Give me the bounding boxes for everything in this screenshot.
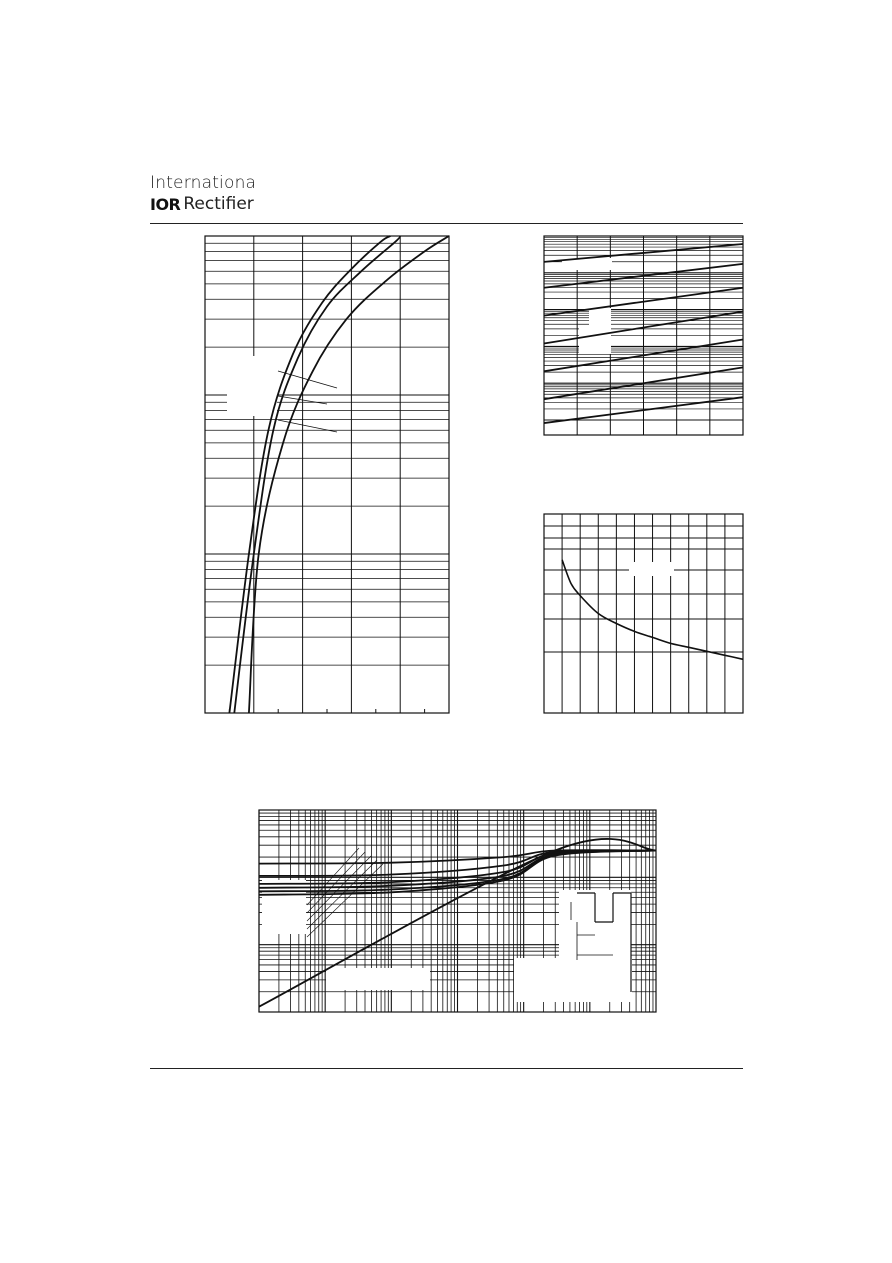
header-rule xyxy=(150,223,743,224)
chart-family-lines xyxy=(544,236,743,435)
company-name-line2: Rectifier xyxy=(183,194,254,214)
plot-frame xyxy=(544,514,743,713)
company-logo xyxy=(150,174,256,214)
label-area xyxy=(326,968,430,990)
chart-forward-characteristics xyxy=(205,236,449,713)
label-area xyxy=(514,958,632,1002)
footer-rule xyxy=(150,1068,743,1069)
label-area xyxy=(579,326,611,354)
chart-decay-curve xyxy=(544,514,743,713)
company-name-line1: Internationa xyxy=(150,173,257,193)
chart-transient-impedance xyxy=(259,810,656,1012)
ior-logo-mark: IOR xyxy=(150,194,181,214)
annotation-leader xyxy=(307,856,371,921)
data-series-line xyxy=(234,236,400,713)
data-series-line xyxy=(249,236,449,713)
label-area xyxy=(227,356,277,416)
label-area xyxy=(629,562,674,576)
